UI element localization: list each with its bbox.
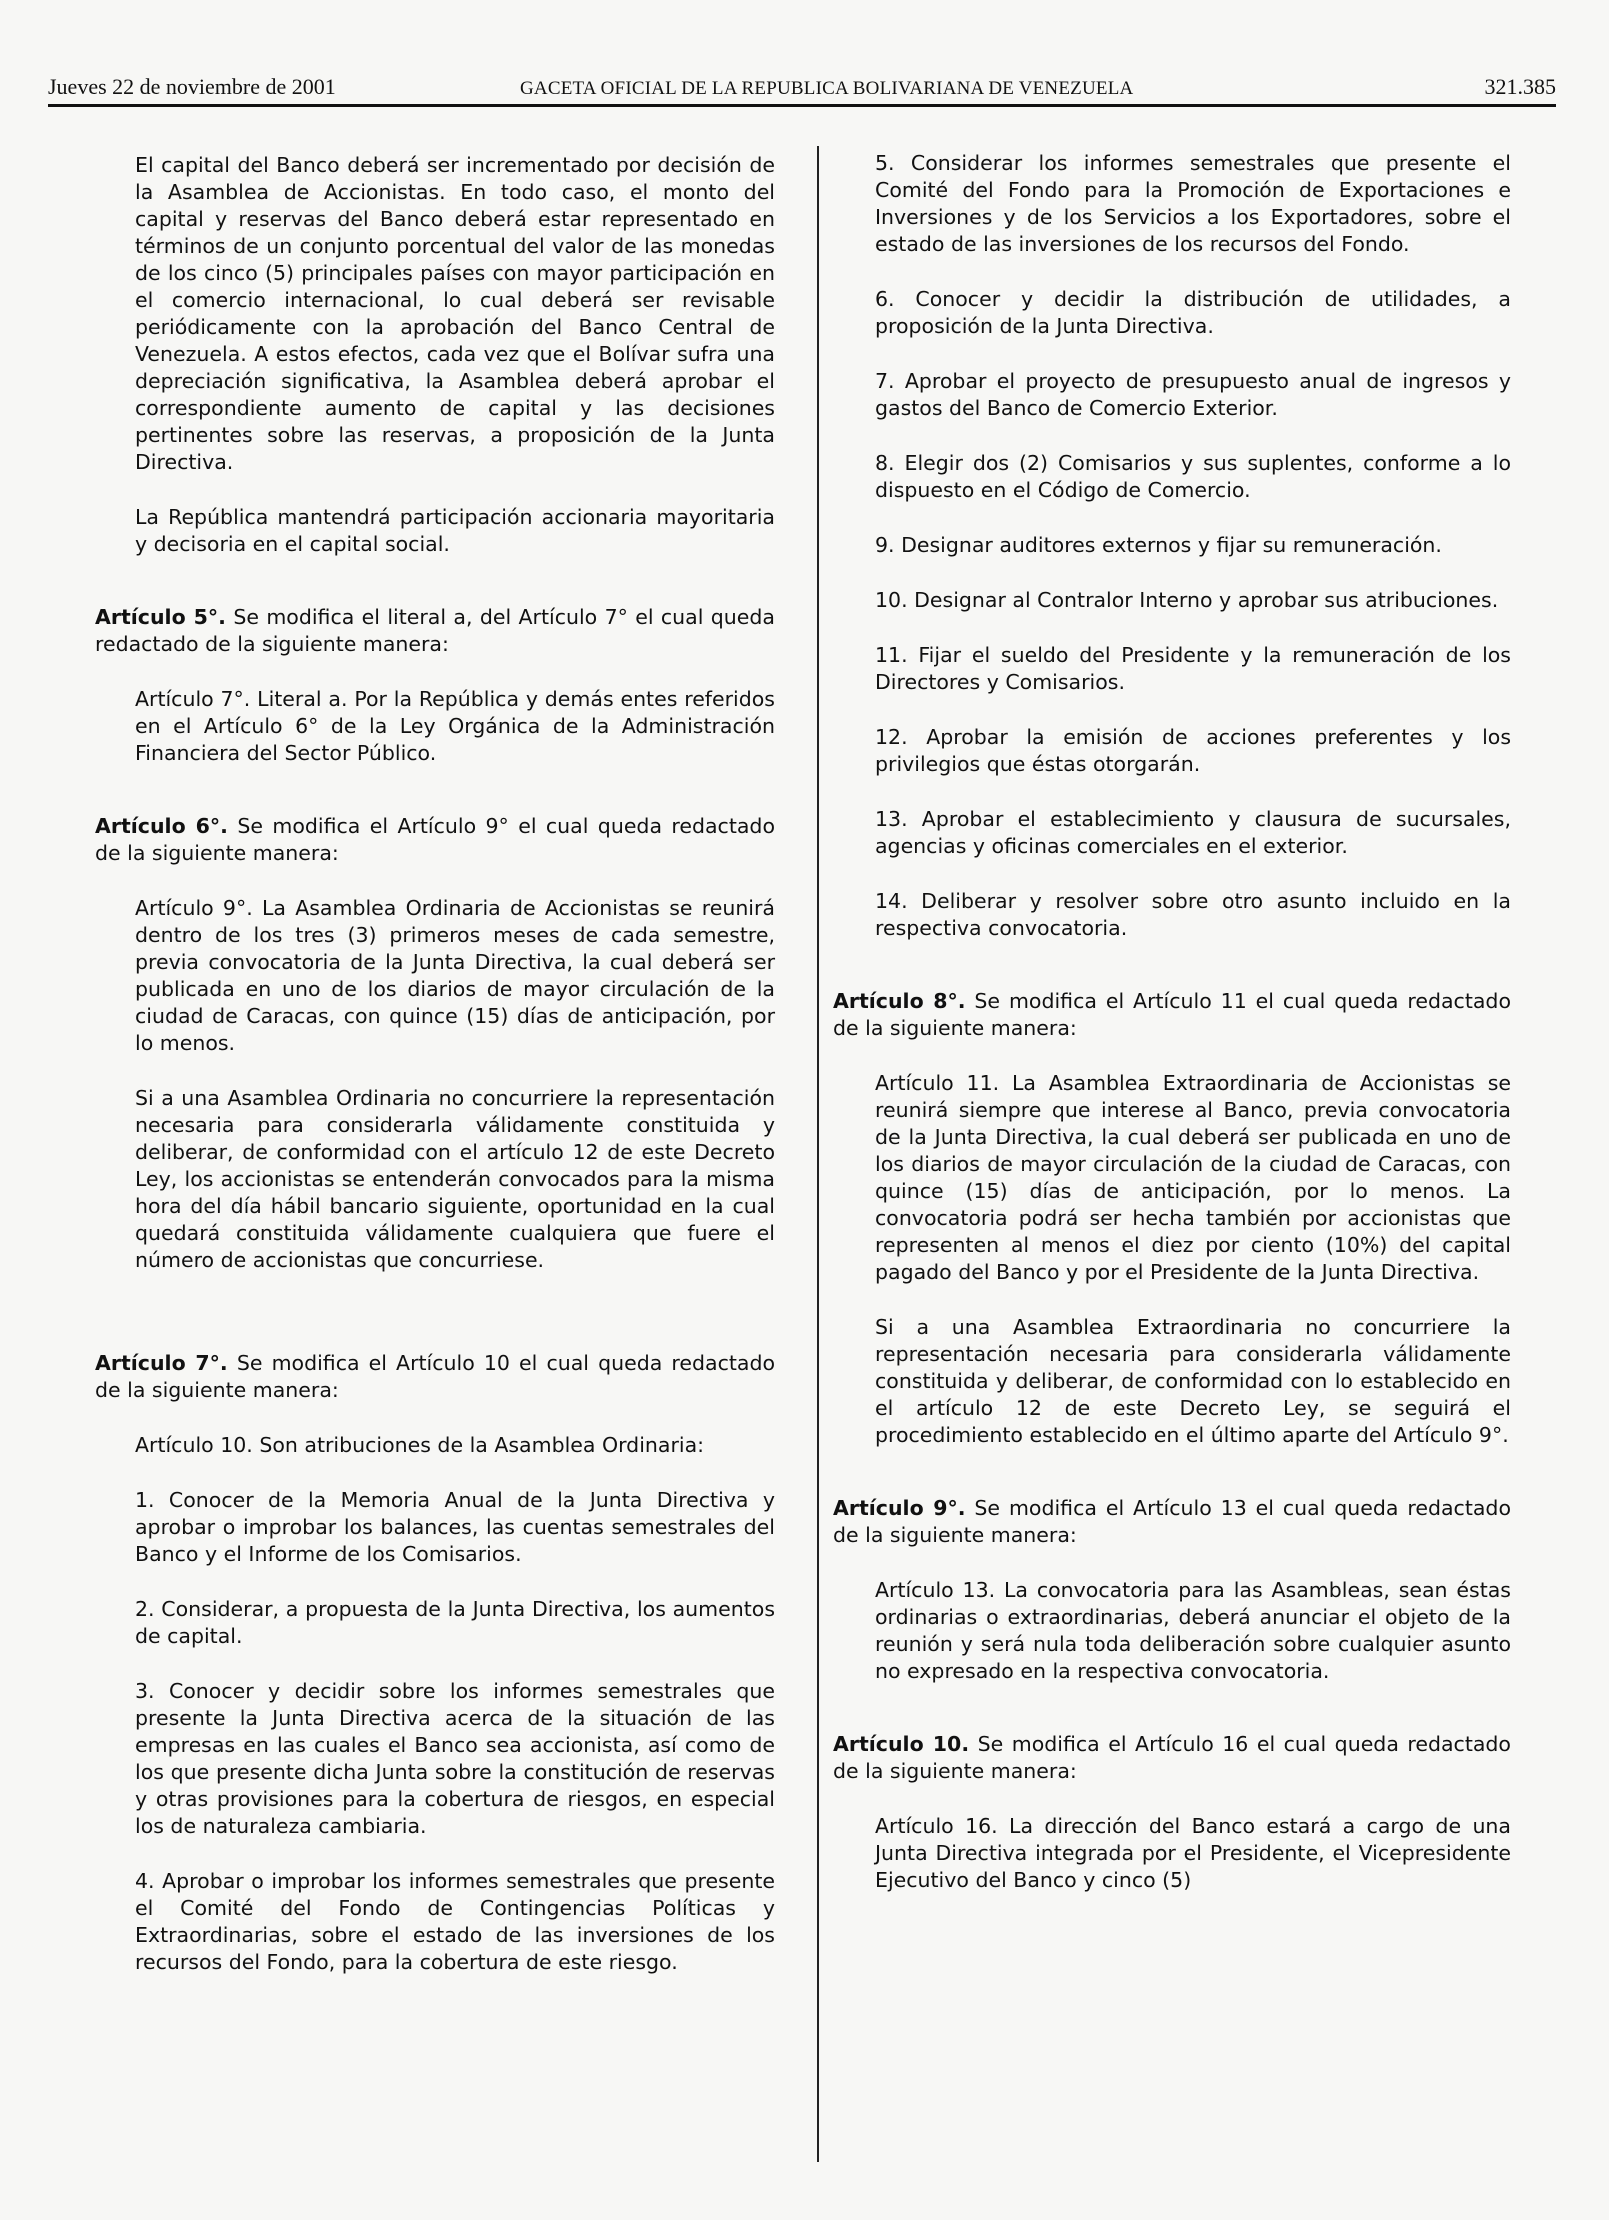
article-8-body-2: Si a una Asamblea Extraordinaria no concurriere la representación necesaria para considerarla válidamente constituida y deliberar, de conformidad con lo establecido en el artículo 12 de este Decreto Ley, se seguirá el procedimiento establecido en el último aparte del Artículo 9°. <box>875 1315 1511 1447</box>
header-date: Jueves 22 de noviembre de 2001 <box>48 74 336 99</box>
article-7-heading <box>95 1350 775 1404</box>
list-item-10: 10. Designar al Contralor Interno y aprobar sus atribuciones. <box>875 588 1499 612</box>
article-5-label: Artículo 5°. <box>95 605 226 629</box>
article-10-body: Artículo 16. La dirección del Banco estará a cargo de una Junta Directiva integrada por el Presidente, el Vicepresidente Ejecutivo del Banco y cinco (5) <box>875 1814 1511 1892</box>
list-item-11: 11. Fijar el sueldo del Presidente y la remuneración de los Directores y Comisarios. <box>875 643 1511 694</box>
article-7-label: Artículo 7°. <box>95 1351 228 1375</box>
header-rule <box>48 104 1556 107</box>
article-6-body-2: Si a una Asamblea Ordinaria no concurriere la representación necesaria para considerarla válidamente constituida y deliberar, de conformidad con el artículo 12 de este Decreto Ley, los accionistas se entenderán convocados para la misma hora del día hábil bancario siguiente, oportunidad en la cual quedará constituida válidamente cualquiera que fuere el número de accionistas que concurriese. <box>135 1086 775 1272</box>
page-header <box>48 74 1556 104</box>
list-item-9: 9. Designar auditores externos y fijar su remuneración. <box>875 533 1442 557</box>
article-5-heading <box>95 604 775 658</box>
list-item-5: 5. Considerar los informes semestrales que presente el Comité del Fondo para la Promoción de Exportaciones e Inversiones y de los Servicios a los Exportadores, sobre el estado de las inversiones de los recursos del Fondo. <box>875 151 1511 256</box>
article-9-heading <box>833 1495 1511 1549</box>
article-6-text: Se modifica el Artículo 9° el cual queda redactado de la siguiente manera: <box>95 814 775 865</box>
article-5-body: Artículo 7°. Literal a. Por la República y demás entes referidos en el Artículo 6° de la Ley Orgánica de la Administración Financiera del Sector Público. <box>135 687 775 765</box>
list-item-6: 6. Conocer y decidir la distribución de utilidades, a proposición de la Junta Directiva. <box>875 287 1511 338</box>
article-7-text: Se modifica el Artículo 10 el cual queda redactado de la siguiente manera: <box>95 1351 775 1402</box>
page-number: 321.385 <box>1484 74 1556 99</box>
list-item-2: 2. Considerar, a propuesta de la Junta Directiva, los aumentos de capital. <box>135 1597 775 1648</box>
article-5-text: Se modifica el literal a, del Artículo 7° el cual queda redactado de la siguiente manera: <box>95 605 775 656</box>
list-item-4: 4. Aprobar o improbar los informes semestrales que presente el Comité del Fondo de Contingencias Políticas y Extraordinarias, sobre el estado de las inversiones de los recursos del Fondo, para la cobertura de este riesgo. <box>135 1869 775 1974</box>
article-9-body: Artículo 13. La convocatoria para las Asambleas, sean éstas ordinarias o extraordinarias, deberá anunciar el objeto de la reunión y será nula toda deliberación sobre cualquier asunto no expresado en la respectiva convocatoria. <box>875 1578 1511 1683</box>
list-item-14: 14. Deliberar y resolver sobre otro asunto incluido en la respectiva convocatoria. <box>875 889 1511 940</box>
paragraph-republica: La República mantendrá participación accionaria mayoritaria y decisoria en el capital social. <box>135 505 775 556</box>
right-column <box>833 150 1511 1894</box>
article-8-label: Artículo 8°. <box>833 989 966 1013</box>
article-10-heading <box>833 1731 1511 1785</box>
article-9-text: Se modifica el Artículo 13 el cual queda redactado de la siguiente manera: <box>833 1496 1511 1547</box>
column-divider <box>817 146 819 2162</box>
article-7-intro: Artículo 10. Son atribuciones de la Asamblea Ordinaria: <box>135 1433 705 1457</box>
list-item-12: 12. Aprobar la emisión de acciones preferentes y los privilegios que éstas otorgarán. <box>875 725 1511 776</box>
article-6-body-1: Artículo 9°. La Asamblea Ordinaria de Accionistas se reunirá dentro de los tres (3) primeros meses de cada semestre, previa convocatoria de la Junta Directiva, la cual deberá ser publicada en uno de los diarios de mayor circulación de la ciudad de Caracas, con quince (15) días de anticipación, por lo menos. <box>135 896 775 1055</box>
article-10-label: Artículo 10. <box>833 1732 970 1756</box>
article-6-label: Artículo 6°. <box>95 814 228 838</box>
article-8-text: Se modifica el Artículo 11 el cual queda redactado de la siguiente manera: <box>833 989 1511 1040</box>
list-item-1: 1. Conocer de la Memoria Anual de la Junta Directiva y aprobar o improbar los balances, las cuentas semestrales del Banco y el Informe de los Comisarios. <box>135 1488 775 1566</box>
article-8-heading <box>833 988 1511 1042</box>
list-item-3: 3. Conocer y decidir sobre los informes semestrales que presente la Junta Directiva acerca de la situación de las empresas en las cuales el Banco sea accionista, así como de los que presente dicha Junta sobre la constitución de reservas y otras provisiones para la cobertura de riesgos, en especial los de naturaleza cambiaria. <box>135 1679 775 1838</box>
gazette-title: GACETA OFICIAL DE LA REPUBLICA BOLIVARIANA DE VENEZUELA <box>520 78 1134 99</box>
article-6-heading <box>95 813 775 867</box>
list-item-13: 13. Aprobar el establecimiento y clausura de sucursales, agencias y oficinas comerciales en el exterior. <box>875 807 1511 858</box>
left-column <box>95 152 775 1976</box>
article-9-label: Artículo 9°. <box>833 1496 966 1520</box>
article-10-text: Se modifica el Artículo 16 el cual queda redactado de la siguiente manera: <box>833 1732 1511 1783</box>
list-item-7: 7. Aprobar el proyecto de presupuesto anual de ingresos y gastos del Banco de Comercio Exterior. <box>875 369 1511 420</box>
list-item-8: 8. Elegir dos (2) Comisarios y sus suplentes, conforme a lo dispuesto en el Código de Comercio. <box>875 451 1511 502</box>
article-8-body-1: Artículo 11. La Asamblea Extraordinaria de Accionistas se reunirá siempre que interese al Banco, previa convocatoria de la Junta Directiva, la cual deberá ser publicada en uno de los diarios de mayor circulación de la ciudad de Caracas, con quince (15) días de anticipación, por lo menos. La convocatoria podrá ser hecha también por accionistas que representen al menos el diez por ciento (10%) del capital pagado del Banco y por el Presidente de la Junta Directiva. <box>875 1071 1511 1284</box>
paragraph-capital: El capital del Banco deberá ser incrementado por decisión de la Asamblea de Accionistas. En todo caso, el monto del capital y reservas del Banco deberá estar representado en términos de un conjunto porcentual del valor de las monedas de los cinco (5) principales países con mayor participación en el comercio internacional, lo cual deberá ser revisable periódicamente con la aprobación del Banco Central de Venezuela. A estos efectos, cada vez que el Bolívar sufra una depreciación significativa, la Asamblea deberá aprobar el correspondiente aumento de capital y las decisiones pertinentes sobre las reservas, a proposición de la Junta Directiva. <box>135 153 775 474</box>
